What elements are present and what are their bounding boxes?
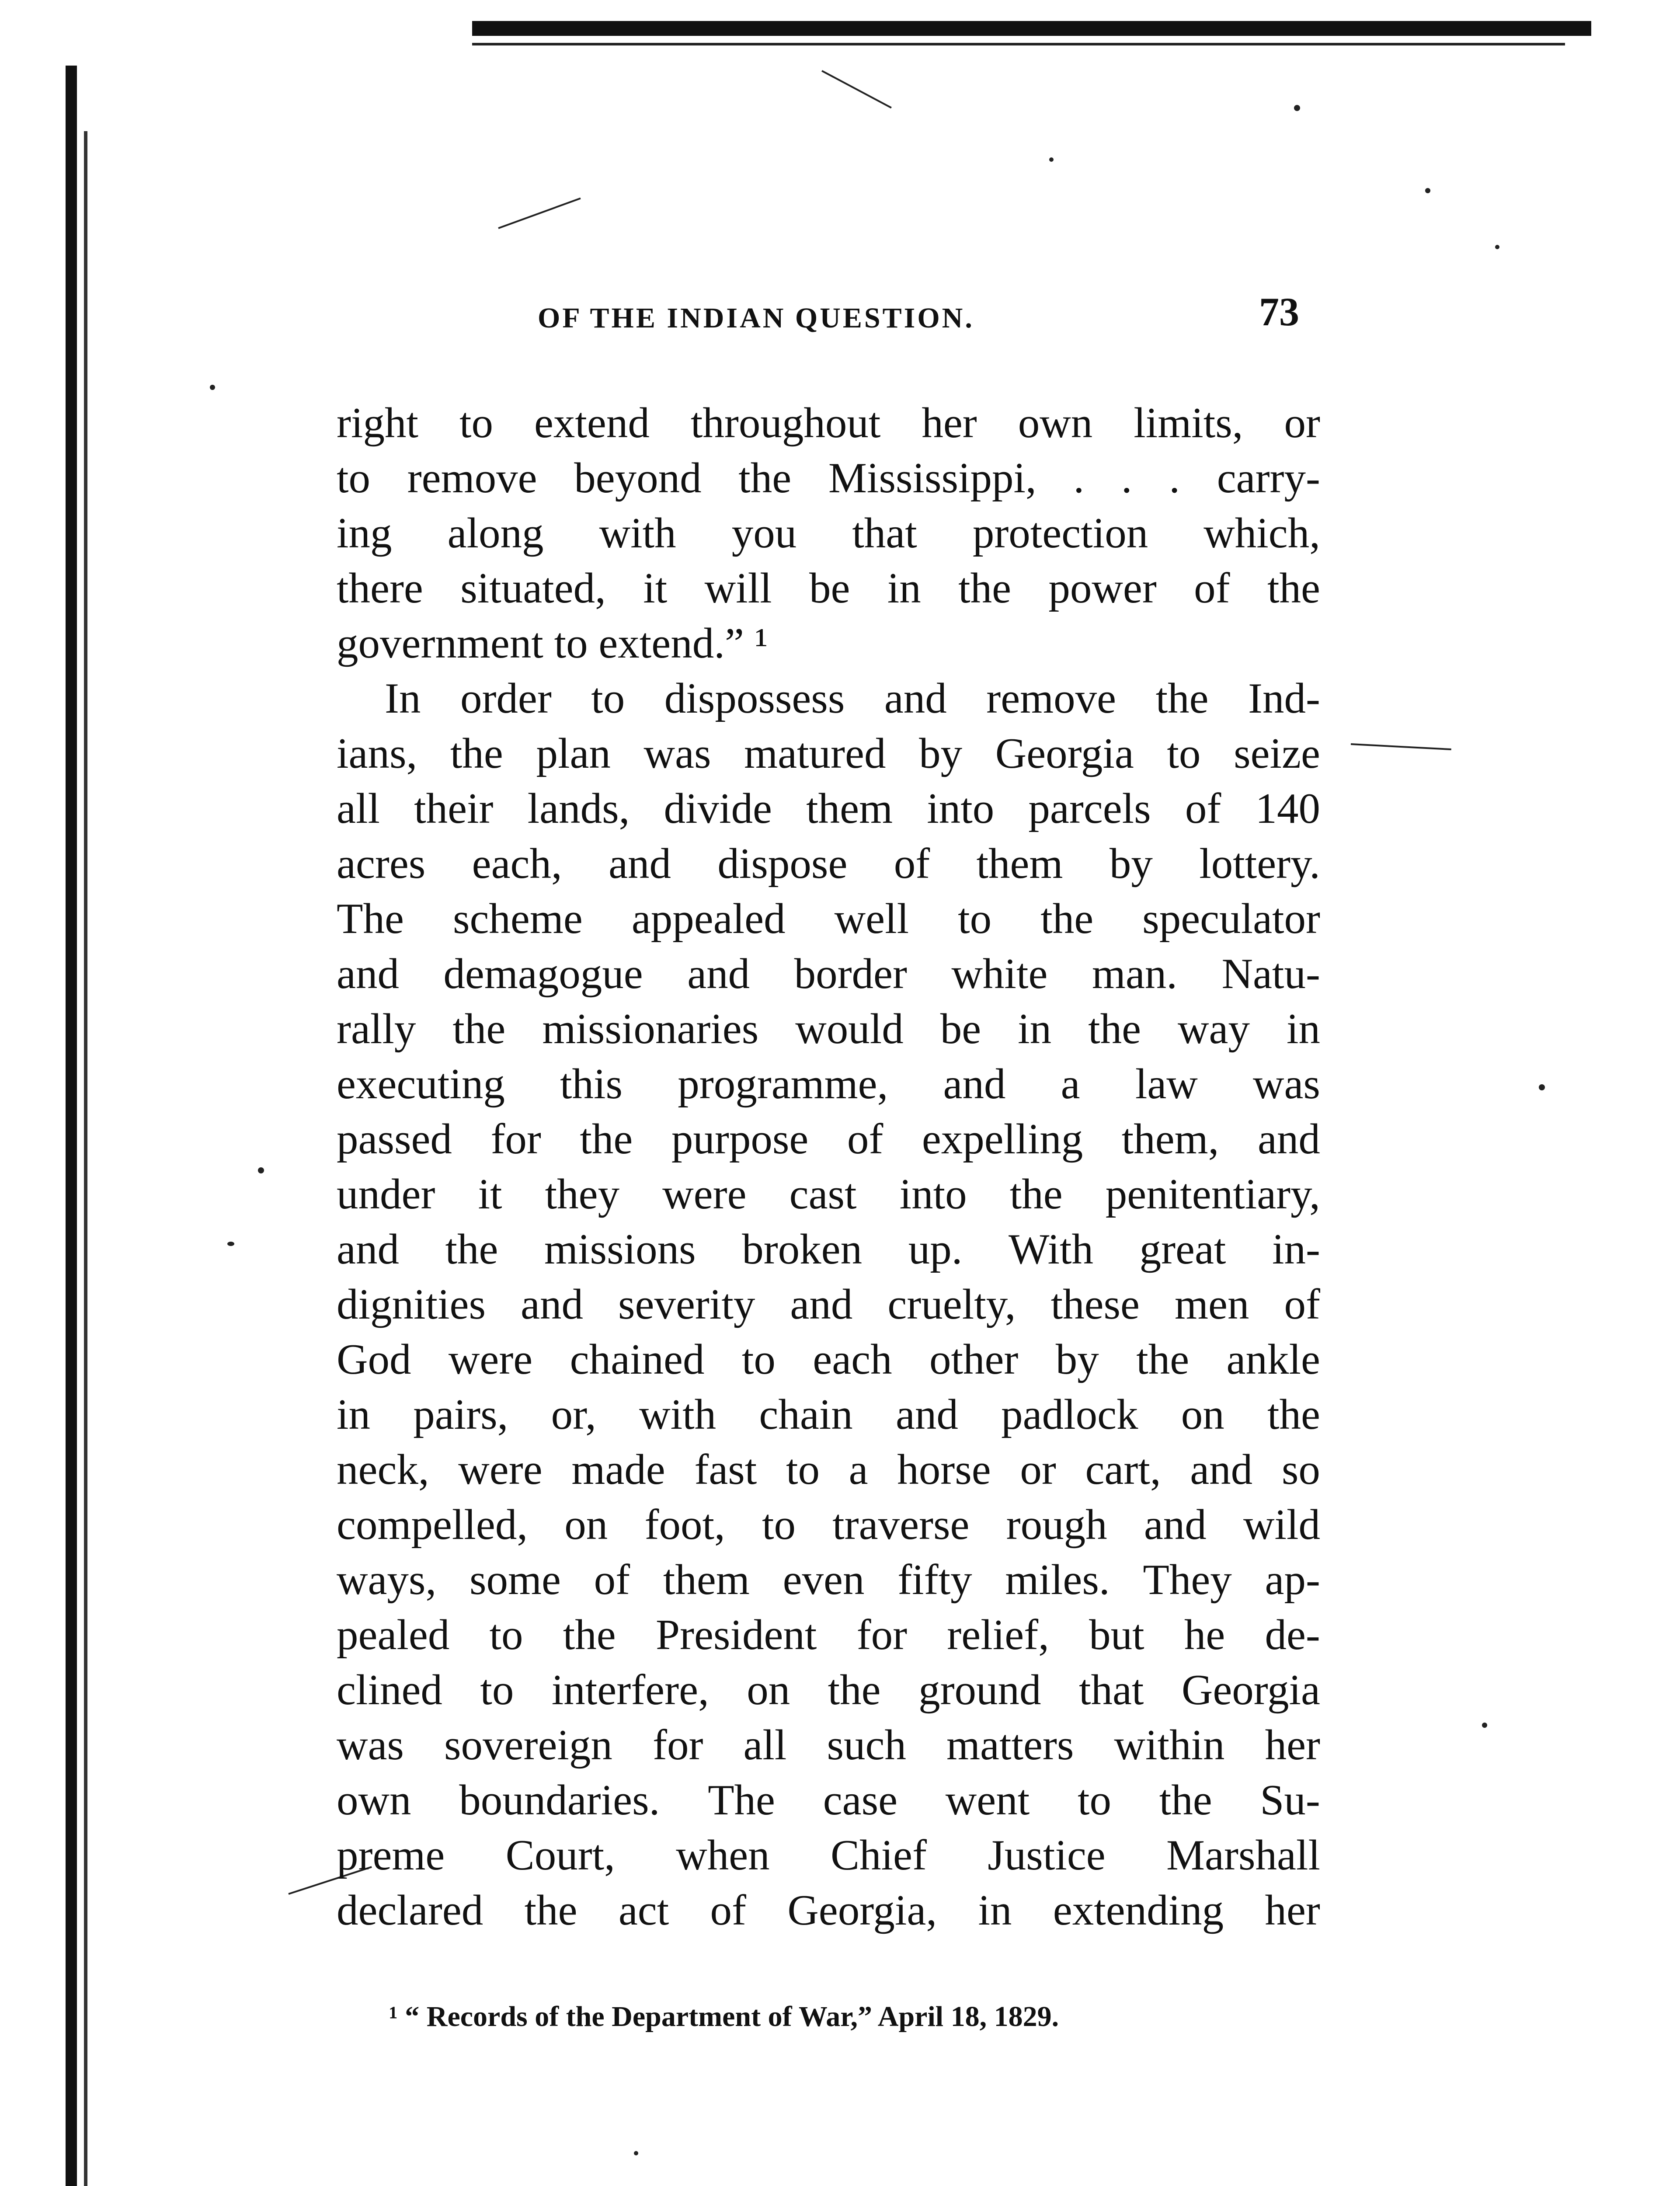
text-line: in pairs, or, with chain and padlock on the — [337, 1391, 1320, 1438]
scan-speck — [634, 2151, 638, 2155]
text-line: right to extend throughout her own limits, or — [337, 399, 1320, 447]
body-text — [337, 396, 1320, 1938]
text-line: rally the missionaries would be in the way in — [337, 1005, 1320, 1053]
text-line: pealed to the President for relief, but he de- — [337, 1611, 1320, 1659]
text-line: and the missions broken up. With great in- — [337, 1225, 1320, 1273]
text-line: government to extend.” ¹ — [337, 620, 768, 667]
scan-speck — [258, 1167, 264, 1173]
page-number: 73 — [1259, 289, 1299, 334]
left-binding-shadow — [84, 131, 87, 2186]
text-line: passed for the purpose of expelling them, and — [337, 1115, 1320, 1163]
pen-mark — [1351, 743, 1451, 750]
text-line: ing along with you that protection which, — [337, 509, 1320, 557]
text-line: declared the act of Georgia, in extending her — [337, 1887, 1320, 1934]
pen-mark — [498, 198, 581, 229]
text-line: and demagogue and border white man. Natu- — [337, 950, 1320, 998]
scan-speck — [1294, 105, 1300, 111]
text-line: ways, some of them even fifty miles. They ap- — [337, 1556, 1320, 1604]
text-line: there situated, it will be in the power of the — [337, 564, 1320, 612]
pen-mark — [821, 70, 892, 108]
text-line: executing this programme, and a law was — [337, 1060, 1320, 1108]
text-line: clined to interfere, on the ground that Georgia — [337, 1666, 1320, 1714]
top-edge-rule — [472, 21, 1591, 36]
text-line: all their lands, divide them into parcels of 140 — [337, 785, 1320, 832]
scan-speck — [210, 385, 215, 390]
scan-speck — [1482, 1723, 1487, 1728]
text-line: preme Court, when Chief Justice Marshall — [337, 1831, 1320, 1879]
text-line: compelled, on foot, to traverse rough and wild — [337, 1501, 1320, 1549]
text-line: was sovereign for all such matters within her — [337, 1721, 1320, 1769]
text-line: acres each, and dispose of them by lottery. — [337, 840, 1320, 888]
scan-speck — [1049, 157, 1054, 162]
text-line: to remove beyond the Mississippi, . . . carry- — [337, 454, 1320, 502]
text-line: neck, were made fast to a horse or cart, and so — [337, 1446, 1320, 1493]
footnote: ¹ “ Records of the Department of War,” April 18, 1829. — [389, 2001, 1059, 2033]
running-head: OF THE INDIAN QUESTION. — [538, 302, 974, 334]
text-line: under it they were cast into the penitentiary, — [337, 1170, 1320, 1218]
scan-speck — [227, 1242, 234, 1246]
text-line: In order to dispossess and remove the Ind- — [385, 675, 1320, 722]
text-line: own boundaries. The case went to the Su- — [337, 1776, 1320, 1824]
scan-speck — [1539, 1084, 1545, 1090]
left-binding-edge — [66, 66, 77, 2186]
scan-speck — [1425, 188, 1430, 193]
text-line: God were chained to each other by the ankle — [337, 1336, 1320, 1383]
scan-speck — [1495, 245, 1499, 249]
top-edge-rule-thin — [472, 43, 1565, 45]
text-line: The scheme appealed well to the speculator — [337, 895, 1320, 943]
text-line: dignities and severity and cruelty, these men of — [337, 1281, 1320, 1328]
text-line: ians, the plan was matured by Georgia to seize — [337, 730, 1320, 777]
